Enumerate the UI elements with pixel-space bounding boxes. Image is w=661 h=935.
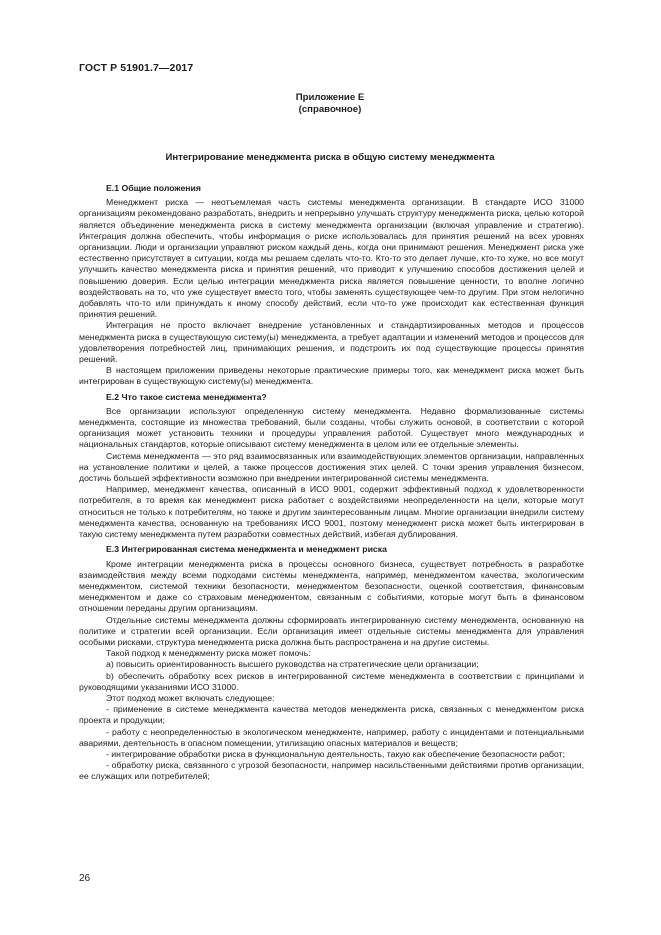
section-heading: Е.3 Интегрированная система менеджмента и менеджмент риска [106, 544, 387, 555]
appendix-label: Приложение Е [295, 92, 365, 103]
list-item: - обработку риска, связанного с угрозой безопасности, например насильственными действиями против организации, ее служащих или потребителей; [79, 760, 584, 782]
standard-header: ГОСТ Р 51901.7—2017 [79, 62, 194, 74]
paragraph: Этот подход может включать следующее: [106, 692, 275, 703]
section-heading: Е.1 Общие положения [106, 183, 201, 193]
paragraph: Интеграция не просто включает внедрение установленных и стандартизированных методов и процессов менеджмента риска в существующую систему(ы) менеджмента, а требует адаптации и изменений методов и процессов для удовлетворения потребностей лиц, принимающих решения, и подстроить их под существующие процессы принятия решений. [79, 320, 584, 365]
document-title: Интегрирование менеджмента риска в общую систему менеджмента [165, 152, 495, 163]
appendix-note: (справочное) [298, 104, 362, 115]
paragraph: Отдельные системы менеджмента должны сформировать интегрированную систему менеджмента, основанную на политике и стратегии всей организации. Если организация имеет отдельные системы менеджмента для управления особыми рисками, структура менеджмента риска должна быть распространена и на другие системы. [79, 614, 584, 647]
document-body [79, 183, 584, 783]
paragraph: В настоящем приложении приведены некоторые практические примеры того, как менеджмент риска может быть интегрирован в существующую систему(ы) менеджмента. [79, 365, 584, 387]
paragraph: Кроме интеграции менеджмента риска в процессы основного бизнеса, существует потребность в разработке взаимодействия между всеми подходами системы менеджмента, например, менеджментом качества, экологическим менеджментом, системой техники безопасности, менеджментом безопасности, оценкой соответствия, финансовым менеджментом и даже со страховым менеджментом, связанным с событиями, которые могут быть в финансовом отношении переданы другим организациям. [79, 558, 584, 614]
page-number: 26 [79, 873, 91, 884]
paragraph: Система менеджмента — это ряд взаимосвязанных или взаимодействующих элементов организации, направленных на установление политики и целей, а также процессов достижения этих целей. С точки зрения управления бизнесом, достичь большей эффективности возможно при внедрении интегрированной системы менеджмента. [79, 450, 584, 484]
list-item: - применение в системе менеджмента качества методов менеджмента риска, связанных с менеджментом риска проекта и продукции; [79, 704, 584, 726]
appendix-block [80, 92, 580, 116]
paragraph: Такой подход к менеджменту риска может помочь: [106, 648, 311, 659]
list-item: а) повысить ориентированность высшего руководства на стратегические цели организации; [106, 659, 479, 670]
paragraph: Менеджмент риска — неотъемлемая часть системы менеджмента организации. В стандарте ИСО 31000 организациям рекомендовано разработать, внедрить и непрерывно улучшать структуру менеджмента риска, целью которой является объединение менеджмента риска в систему менеджмента организации (включая управление и стратегию). Интеграция должна обеспечить, чтобы информация о риске использовалась для принятия решений на всех уровнях организации. Люди и организации управляют риском каждый день, когда они принимают решения. Менеджмент риска уже естественно присутствует в ситуации, когда мы решаем сделать что-то. Кто-то это делает лучше, кто-то хуже, но все могут улучшить качество менеджмента риска и принятия решений, что приводит к улучшению способов достижения целей и повышению доверия. Если целью интеграции менеджмента риска является повышение ценности, то вполне логично воздействовать на то, что уже существует вместо того, чтобы заменять существующее чем-то другим. При этом нелогично добавлять что-то или принуждать к иному способу действий, если что-то уже происходит как естественная функция принятия решений. [79, 197, 584, 320]
section-heading: Е.2 Что такое система менеджмента? [106, 391, 267, 402]
list-item: - интегрирование обработки риска в функциональную деятельность, такую как обеспечение безопасности работ; [106, 748, 566, 759]
list-item: b) обеспечить обработку всех рисков в интегрированной системе менеджмента в соответствии с принципами и руководящими указаниями ИСО 31000. [79, 670, 584, 692]
paragraph: Все организации используют определенную систему менеджмента. Недавно формализованные системы менеджмента, состоящие из множества требований, были созданы, чтобы служить основой, в соответствии с которой организация может установить техники и процедуры управления работой. Существует много международных и национальных стандартов, которые описывают систему менеджмента в целом или ее отдельные элементы. [79, 405, 584, 450]
paragraph: Например, менеджмент качества, описанный в ИСО 9001, содержит эффективный подход к удовлетворенности потребителя, в то время как менеджмент риска работает с воздействиями неопределенности на цели, которые могут относиться не только к потребителям, но также и другим заинтересованным лицам. Многие организации внедрили систему менеджмента качества, основанную на требованиях ИСО 9001, поэтому менеджмент риска может быть интегрирован в такую систему менеджмента путем разработки совместных действий, избегая дублирования. [79, 484, 584, 540]
list-item: - работу с неопределенностью в экологическом менеджменте, например, работу с инцидентами и потенциальными авариями, деятельность в опасном помещении, утилизацию опасных материалов и веществ; [79, 726, 584, 748]
